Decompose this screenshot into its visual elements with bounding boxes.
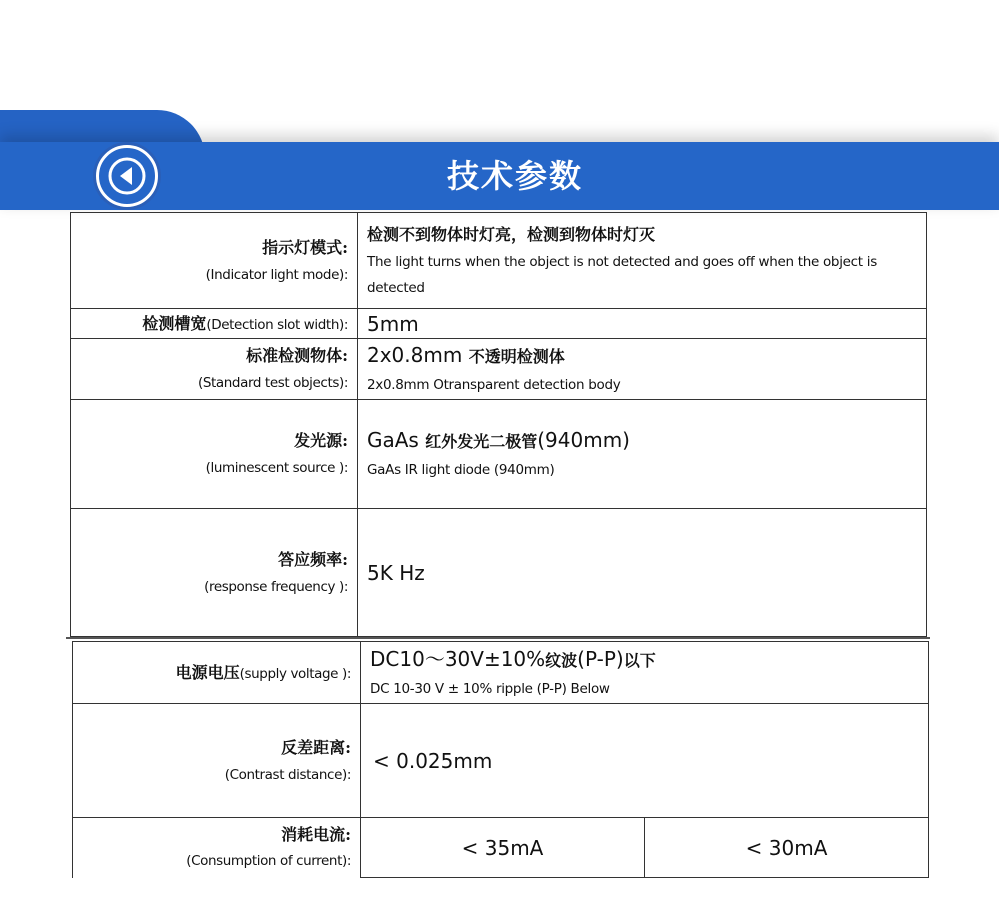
label-en: (luminescent source ): xyxy=(205,460,348,476)
table-row-slot-width xyxy=(71,309,927,339)
value-prefix: 2x0.8mm xyxy=(367,343,469,367)
table-divider xyxy=(66,637,930,639)
table-row-light-source xyxy=(71,400,927,509)
value-cell xyxy=(358,213,927,309)
value-cell xyxy=(361,704,929,818)
label-cn: 答应频率: xyxy=(278,549,348,569)
value-text-a: < 35mA xyxy=(461,835,544,860)
label-cell xyxy=(73,704,361,818)
value-text: 5mm xyxy=(367,311,419,336)
label-cell xyxy=(71,509,358,637)
label-en: (Indicator light mode): xyxy=(205,266,348,283)
label-cn: 标准检测物体: xyxy=(246,346,348,365)
value-cell xyxy=(358,400,927,509)
value-cell-b xyxy=(645,818,929,878)
value-suffix: (940mm) xyxy=(537,428,630,452)
label-en: (Standard test objects): xyxy=(197,375,348,391)
value-cell xyxy=(361,642,929,704)
value-text-b: < 30mA xyxy=(745,835,828,860)
label-cn: 电源电压 xyxy=(175,662,240,682)
table-row-test-objects xyxy=(71,339,927,400)
label-cell xyxy=(71,400,358,509)
value-cell-a xyxy=(361,818,645,878)
value-cell xyxy=(358,339,927,400)
spec-table-2 xyxy=(72,641,929,878)
value-en: GaAs IR light diode (940mm) xyxy=(367,462,555,478)
label-cn: 反差距离: xyxy=(281,737,351,757)
value-cell xyxy=(358,509,927,637)
value-cn: 不透明检测体 xyxy=(468,347,565,366)
label-en: (Detection slot width): xyxy=(206,316,348,333)
label-cn: 消耗电流: xyxy=(281,824,351,844)
value-prefix: DC10～30V±10% xyxy=(370,646,546,671)
value-en: DC 10-30 V ± 10% ripple (P-P) Below xyxy=(370,680,610,697)
label-cn: 发光源: xyxy=(294,431,348,450)
label-en: (supply voltage ): xyxy=(239,665,351,682)
value-cn-2: 以下 xyxy=(623,650,656,670)
table-row-indicator-mode xyxy=(71,213,927,309)
spec-table-1 xyxy=(70,212,927,637)
value-cell xyxy=(358,309,927,339)
label-en: (Contrast distance): xyxy=(224,766,351,783)
label-cell xyxy=(73,642,361,704)
label-cell xyxy=(71,213,358,309)
value-prefix: GaAs xyxy=(367,428,426,452)
value-cn: 检测不到物体时灯亮，检测到物体时灯灭 xyxy=(367,224,656,244)
label-en: (response frequency ): xyxy=(204,578,348,595)
value-en: 2x0.8mm Otransparent detection body xyxy=(367,377,621,393)
label-cn: 指示灯模式: xyxy=(262,237,348,257)
label-cell xyxy=(71,309,358,339)
table-row-consumption-current xyxy=(73,818,929,878)
value-cn: 纹波 xyxy=(545,650,578,670)
value-mid: (P-P) xyxy=(577,646,624,671)
label-cell xyxy=(71,339,358,400)
label-cn: 检测槽宽 xyxy=(142,313,207,333)
table-row-supply-voltage xyxy=(73,642,929,704)
label-cell xyxy=(73,818,361,878)
table-row-response-frequency xyxy=(71,509,927,637)
page-title: 技术参数 xyxy=(446,157,583,195)
label-en: (Consumption of current): xyxy=(186,852,351,869)
value-en: The light turns when the object is not detected and goes off when the object is detected xyxy=(367,253,877,296)
table-row-contrast-distance xyxy=(73,704,929,818)
value-cn: 红外发光二极管 xyxy=(425,432,538,451)
value-text: < 0.025mm xyxy=(373,748,493,773)
value-text: 5K Hz xyxy=(367,560,425,585)
